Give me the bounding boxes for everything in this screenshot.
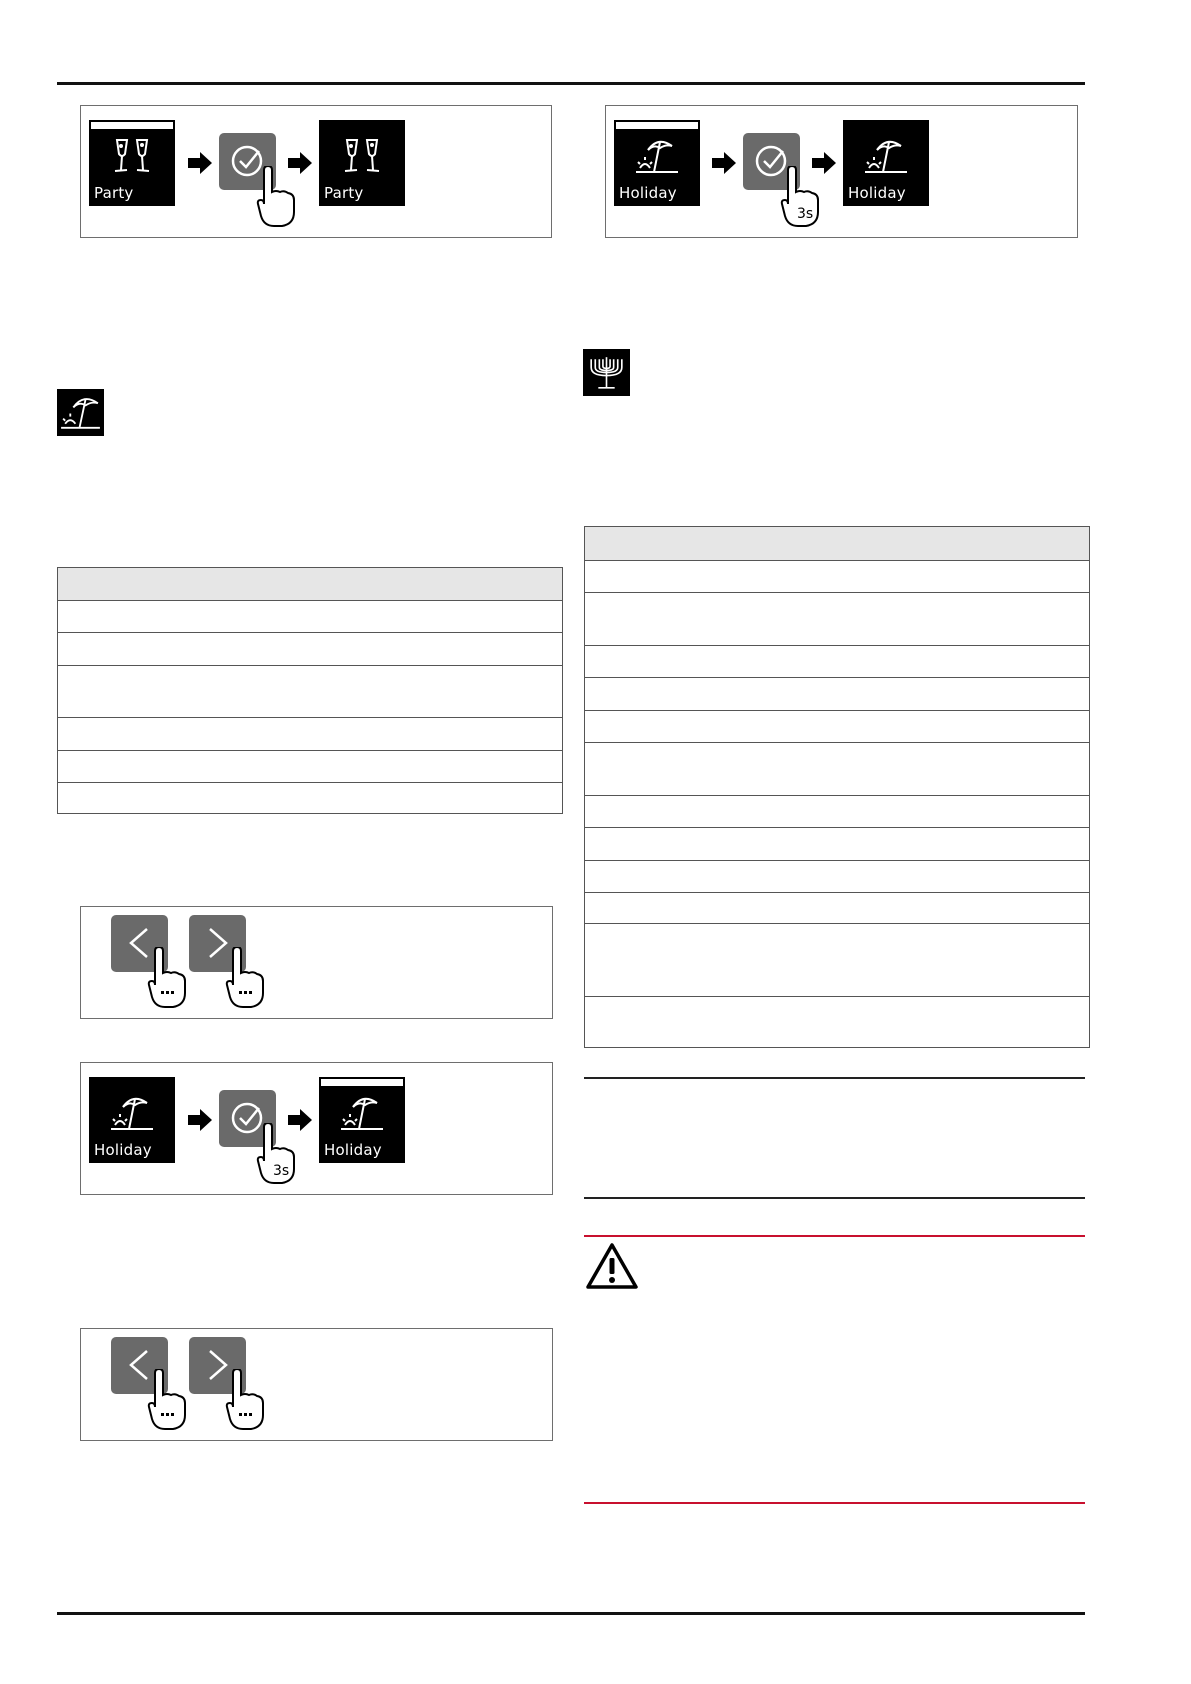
right-table [584, 526, 1090, 1048]
display-holiday-before [89, 1077, 175, 1163]
arrow-right-icon [188, 152, 212, 174]
champagne-glasses-icon [109, 134, 155, 180]
table-row [585, 795, 1089, 827]
table-row [585, 860, 1089, 892]
arrow-right-icon [712, 152, 736, 174]
figure-holiday-confirm-top [605, 105, 1078, 238]
table-row [585, 827, 1089, 860]
table-row [58, 665, 562, 717]
figure-party-confirm [80, 105, 552, 238]
tap-hand-icon [225, 1369, 265, 1431]
display-party-after [319, 120, 405, 206]
hold-3s-hand-icon [256, 1123, 296, 1185]
hold-3s-hand-icon [780, 166, 820, 228]
warning-rule-top [584, 1235, 1085, 1237]
table-row [58, 782, 562, 813]
display-holiday-after [843, 120, 929, 206]
tap-hand-icon [225, 947, 265, 1009]
svg-text:3s: 3s [273, 1163, 290, 1179]
champagne-glasses-icon [339, 134, 385, 180]
figure-navigation-2 [80, 1328, 553, 1441]
beach-umbrella-icon [863, 134, 909, 180]
table-row [58, 717, 562, 750]
display-selection-bar [321, 1079, 403, 1086]
warning-rule-bottom [584, 1502, 1085, 1504]
display-label: Holiday [619, 184, 677, 202]
note-rule-bottom [584, 1197, 1085, 1199]
svg-text:3s: 3s [797, 206, 814, 222]
footer-rule [57, 1612, 1085, 1615]
beach-umbrella-icon [634, 134, 680, 180]
display-holiday-after [319, 1077, 405, 1163]
beach-umbrella-icon [339, 1091, 385, 1137]
pointing-hand-icon [256, 166, 296, 228]
beach-umbrella-icon [109, 1091, 155, 1137]
warning-triangle-icon [585, 1242, 639, 1290]
display-label: Holiday [324, 1141, 382, 1159]
sabbath-mode-icon [583, 349, 630, 396]
table-row [585, 996, 1089, 1047]
table-row [585, 923, 1089, 996]
table-row [585, 645, 1089, 677]
table-row [585, 560, 1089, 592]
display-holiday-before [614, 120, 700, 206]
table-row [58, 750, 562, 782]
table-header-row [585, 527, 1089, 560]
display-label: Holiday [94, 1141, 152, 1159]
tap-hand-icon [147, 947, 187, 1009]
display-selection-bar [91, 122, 173, 129]
figure-holiday-confirm-left [80, 1062, 553, 1195]
table-row [585, 742, 1089, 795]
header-rule [57, 82, 1085, 85]
display-label: Holiday [848, 184, 906, 202]
arrow-right-icon [188, 1109, 212, 1131]
table-row [585, 892, 1089, 923]
menorah-icon [583, 349, 630, 396]
tap-hand-icon [147, 1369, 187, 1431]
display-label: Party [94, 184, 134, 202]
holiday-mode-icon [57, 389, 104, 436]
table-row [585, 592, 1089, 645]
display-party-before [89, 120, 175, 206]
beach-umbrella-icon [57, 389, 104, 436]
arrow-right-icon [288, 1109, 312, 1131]
note-rule-top [584, 1077, 1085, 1079]
table-row [585, 677, 1089, 710]
table-row [58, 632, 562, 665]
table-row [58, 600, 562, 632]
display-label: Party [324, 184, 364, 202]
left-table [57, 567, 563, 814]
table-header-row [58, 568, 562, 600]
figure-navigation-1 [80, 906, 553, 1019]
arrow-right-icon [812, 152, 836, 174]
display-selection-bar [616, 122, 698, 129]
arrow-right-icon [288, 152, 312, 174]
table-row [585, 710, 1089, 742]
